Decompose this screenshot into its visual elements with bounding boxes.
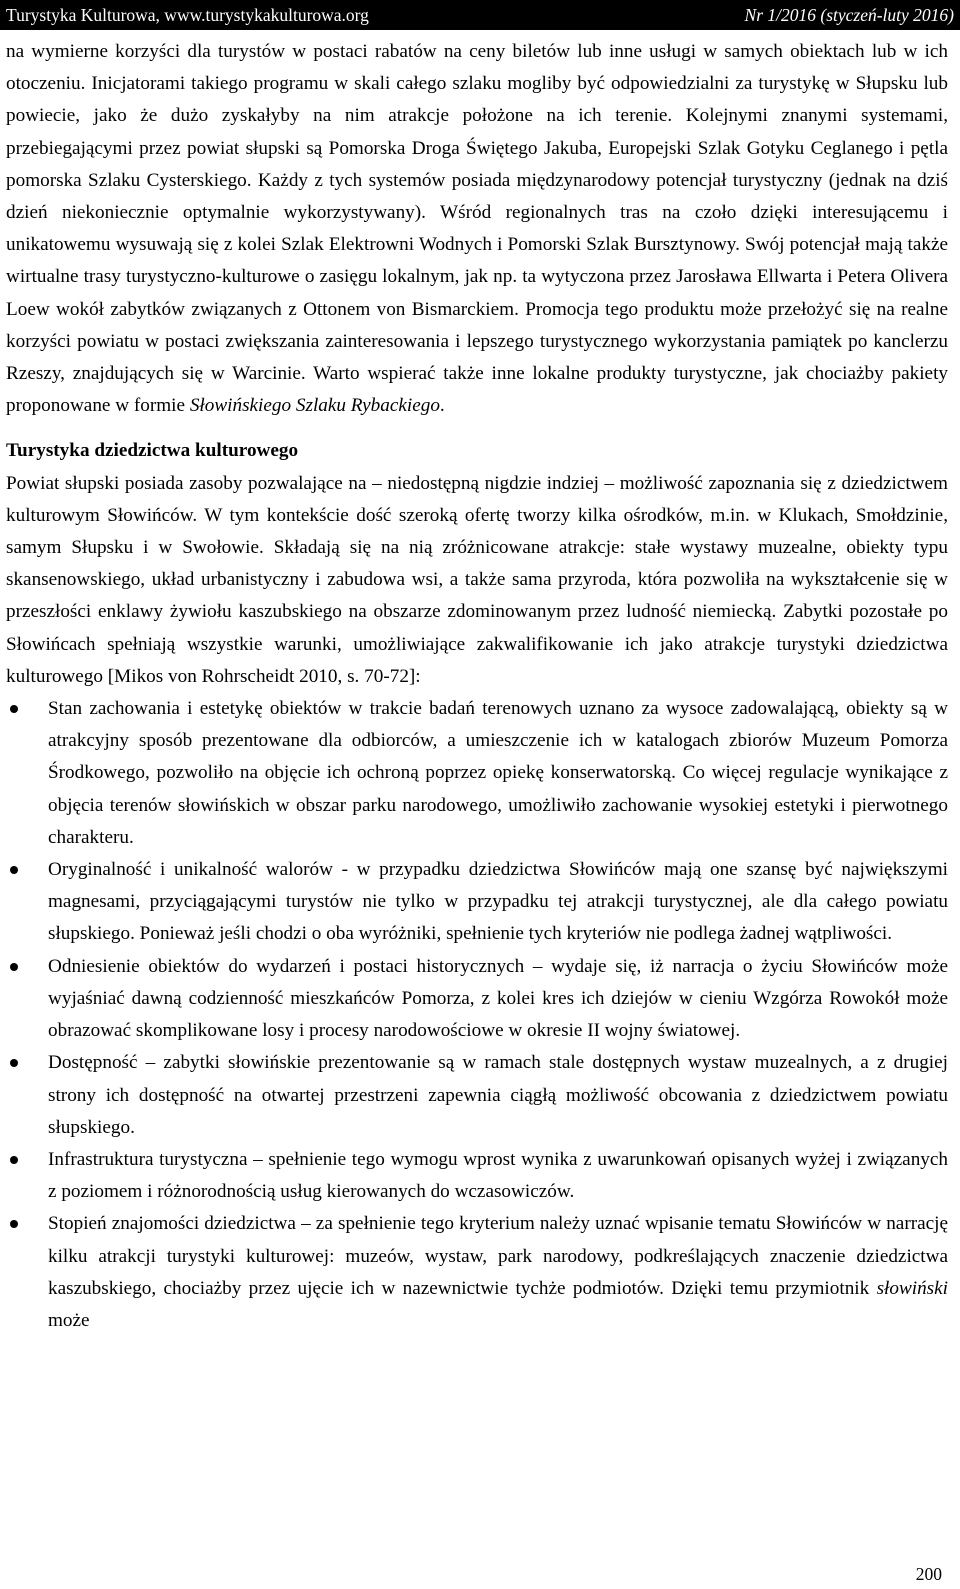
list-item-text: Stan zachowania i estetykę obiektów w trakcie badań terenowych uznano za wysoce zadowalającą, obiekty są w atrakcyjny sposób prezentowane dla odbiorców, a umieszczenie ich w katalogach zbiorów Muzeum Pomorza Środkowego, pozwoliło na objęcie ich ochroną poprzez opiekę konserwatorską. Co więcej regulacje wynikające z objęcia terenów słowińskich w obszar parku narodowego, umożliwiło zachowanie wysokiej estetyki i pierwotnego charakteru. xyxy=(48,698,948,848)
list-item xyxy=(6,693,948,854)
section-intro: Powiat słupski posiada zasoby pozwalające na – niedostępną nigdzie indziej – możliwość zapoznania się z dziedzictwem kulturowym Słowińców. W tym kontekście dość szeroką ofertę tworzy kilka ośrodków, m.in. w Klukach, Smołdzinie, samym Słupsku i w Swołowie. Składają się na nią zróżnicowane atrakcje: stałe wystawy muzealne, obiekty typu skansenowskiego, układ urbanistyczny i zabudowa wsi, a także sama przyroda, która pozwoliła na wykształcenie się w przeszłości enklawy żywiołu kaszubskiego na obszarze zdominowanym przez ludność niemiecką. Zabytki pozostałe po Słowińcach spełniają wszystkie warunki, umożliwiające zakwalifikowanie ich jako atrakcje turystyki dziedzictwa kulturowego [Mikos von Rohrscheidt 2010, s. 70-72]: xyxy=(6,472,948,687)
paragraph-italic: Słowińskiego Szlaku Rybackiego xyxy=(189,395,440,417)
paragraph-text: na wymierne korzyści dla turystów w postaci rabatów na ceny biletów lub inne usługi w samych obiektach lub w ich otoczeniu. Inicjatorami takiego programu w skali całego szlaku mogliby być odpowiedzialni za turystykę w Słupsku lub powiecie, jako że dużo zyskałyby na nim atrakcje położone na ich terenie. Kolejnymi znanymi systemami, przebiegającymi przez powiat słupski są Pomorska Droga Świętego Jakuba, Europejski Szlak Gotyku Ceglanego i pętla pomorska Szlaku Cysterskiego. Każdy z tych systemów posiada międzynarodowy potencjał turystyczny (jednak na dziś dzień niekoniecznie optymalnie wykorzystywany). Wśród regionalnych tras na czoło dzięki interesującemu i unikatowemu wysuwają się z kolei Szlak Elektrowni Wodnych i Pomorski Szlak Bursztynowy. Swój potencjał mają także wirtualne trasy turystyczno-kulturowe o zasięgu lokalnym, jak np. ta wytyczona przez Jarosława Ellwarta i Petera Olivera Loew wokół zabytków związanych z Ottonem von Bismarckiem. Promocja tego produktu może przełożyć się na realne korzyści powiatu w postaci zwiększania zainteresowania i lepszego turystycznego wykorzystania pamiątek po kanclerzu Rzeszy, znajdujących się w Warcinie. Warto wspierać także inne lokalne produkty turystyczne, jak chociażby pakiety proponowane w formie xyxy=(6,41,948,417)
issue-info: Nr 1/2016 (styczeń-luty 2016) xyxy=(744,4,954,25)
bullet-icon xyxy=(10,1220,18,1228)
page-body xyxy=(6,36,948,1337)
list-item xyxy=(6,854,948,951)
running-header xyxy=(0,0,960,30)
list-item xyxy=(6,1208,948,1337)
bullet-list xyxy=(6,693,948,1337)
list-item-text: Odniesienie obiektów do wydarzeń i postaci historycznych – wydaje się, iż narracja o życiu Słowińców może wyjaśniać dawną codzienność mieszkańców Pomorza, z kolei kres ich dziejów w cieniu Wzgórza Rowokół może obrazować skomplikowane losy i procesy narodowościowe w okresie II wojny światowej. xyxy=(48,955,948,1042)
journal-title: Turystyka Kulturowa, www.turystykakulturowa.org xyxy=(6,4,369,25)
section-heading: Turystyka dziedzictwa kulturowego xyxy=(6,440,299,462)
list-item-text: Dostępność – zabytki słowińskie prezentowanie są w ramach stale dostępnych wystaw muzealnych, a z drugiej strony ich dostępność na otwartej przestrzeni zapewnia ciągłą możliwość obcowania z dziedzictwem powiatu słupskiego. xyxy=(48,1052,948,1138)
bullet-icon xyxy=(10,1156,18,1164)
list-item-italic: słowiński xyxy=(876,1277,948,1299)
bullet-icon xyxy=(10,705,18,713)
list-item-text: Stopień znajomości dziedzictwa – za spełnienie tego kryterium należy uznać wpisanie tematu Słowińców w narrację kilku atrakcji turystyki kulturowej: muzeów, wystaw, park narodowy, podkreślających znaczenie dziedzictwa kaszubskiego, chociażby przez ujęcie ich w nazewnictwie tychże podmiotów. Dzięki temu przymiotnik xyxy=(48,1213,948,1299)
list-item xyxy=(6,1144,948,1208)
list-item-end: może xyxy=(48,1309,90,1331)
bullet-icon xyxy=(10,963,18,971)
bullet-icon xyxy=(10,866,18,874)
page-number: 200 xyxy=(915,1564,942,1584)
list-item-text: Infrastruktura turystyczna – spełnienie tego wymogu wprost wynika z uwarunkowań opisanych wyżej i związanych z poziomem i różnorodnością usług kierowanych do wczasowiczów. xyxy=(48,1148,948,1203)
bullet-icon xyxy=(10,1059,18,1067)
list-item-text: Oryginalność i unikalność walorów - w przypadku dziedzictwa Słowińców mają one szansę być największymi magnesami, przyciągającymi turystów nie tylko w przypadku tej atrakcji turystycznej, ale dla całego powiatu słupskiego. Ponieważ jeśli chodzi o oba wyróżniki, spełnienie tych kryteriów nie podlega żadnej wątpliwości. xyxy=(48,859,948,945)
paragraph-end: . xyxy=(439,395,445,417)
list-item xyxy=(6,1047,948,1144)
list-item xyxy=(6,951,948,1048)
body-paragraph xyxy=(6,36,948,422)
